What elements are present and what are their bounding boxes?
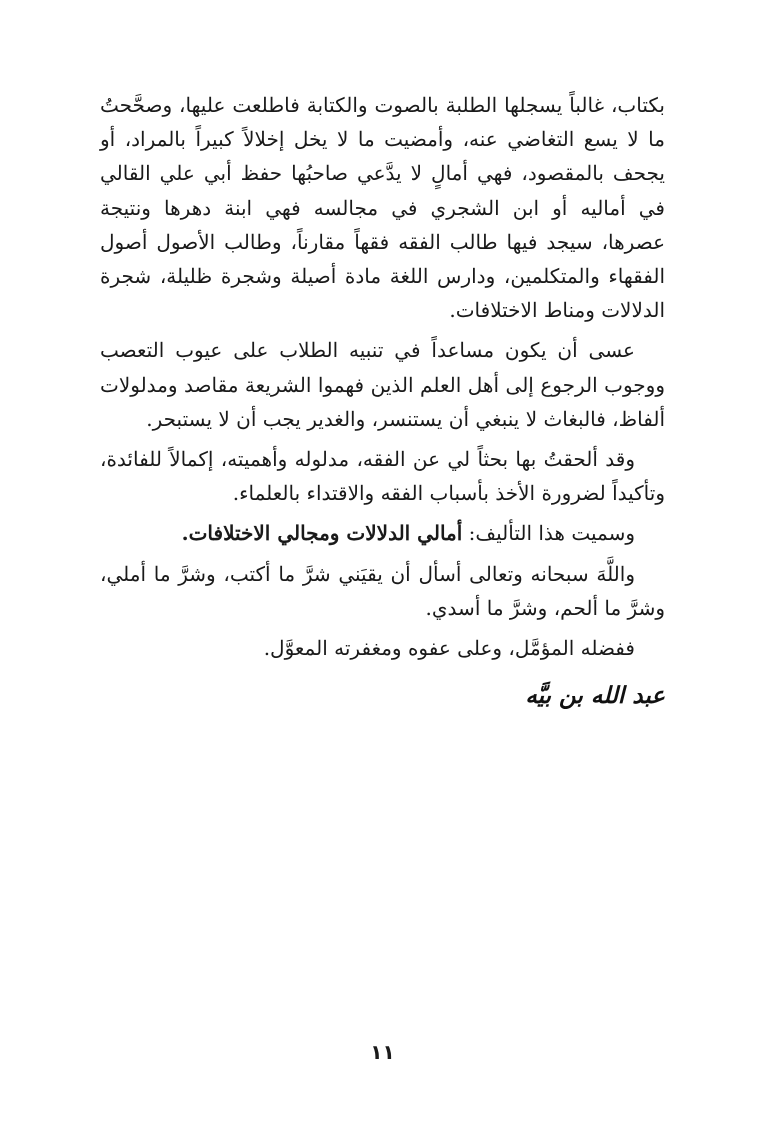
body-text <box>100 88 665 671</box>
closing-paragraph-1: واللَّهَ سبحانه وتعالى أسأل أن يقيَني شرَّ ما أكتب، وشرَّ ما أملي، وشرَّ ما ألحم، وشرَّ ما أسدي. <box>100 561 665 620</box>
author-signature: عبد الله بن بيَّه <box>525 682 665 709</box>
book-title: أمالي الدلالات ومجالي الاختلافات. <box>181 521 463 546</box>
paragraph-1: بكتاب، غالباً يسجلها الطلبة بالصوت والكتابة فاطلعت عليها، وصحَّحتُ ما لا يسع التغاضي عنه، وأمضيت ما لا يخل إخلالاً كبيراً بالمراد، أو يجحف بالمقصود، فهي أمالٍ لا يدَّعي صاحبُها حفظ أبي علي القالي في أماليه أو ابن الشجري في مجالسه فهي ابنة دهرها ونتيجة عصرها، سيجد فيها طالب الفقه فقهاً مقارناً، وطالب الأصول أصول الفقهاء والمتكلمين، ودارس اللغة مادة أصيلة وشجرة ظليلة، شجرة الدلالات ومناط الاختلافات. <box>100 93 665 323</box>
paragraph-3: وقد ألحقتُ بها بحثاً لي عن الفقه، مدلوله وأهميته، إكمالاً للفائدة، وتأكيداً لضرورة الأخذ بأسباب الفقه والاقتداء بالعلماء. <box>100 447 665 506</box>
book-title-line <box>100 516 665 550</box>
closing-paragraph-2: ففضله المؤمَّل، وعلى عفوه ومغفرته المعوَّل. <box>263 636 635 661</box>
page-number: ١١ <box>370 1040 395 1064</box>
title-prefix: وسميت هذا التأليف: <box>468 521 635 546</box>
paragraph-2: عسى أن يكون مساعداً في تنبيه الطلاب على عيوب التعصب ووجوب الرجوع إلى أهل العلم الذين فهموا الشريعة مقاصد ومدلولات ألفاظ، فالبغاث لا ينبغي أن يستنسر، والغدير يجب أن لا يستبحر. <box>100 338 665 431</box>
